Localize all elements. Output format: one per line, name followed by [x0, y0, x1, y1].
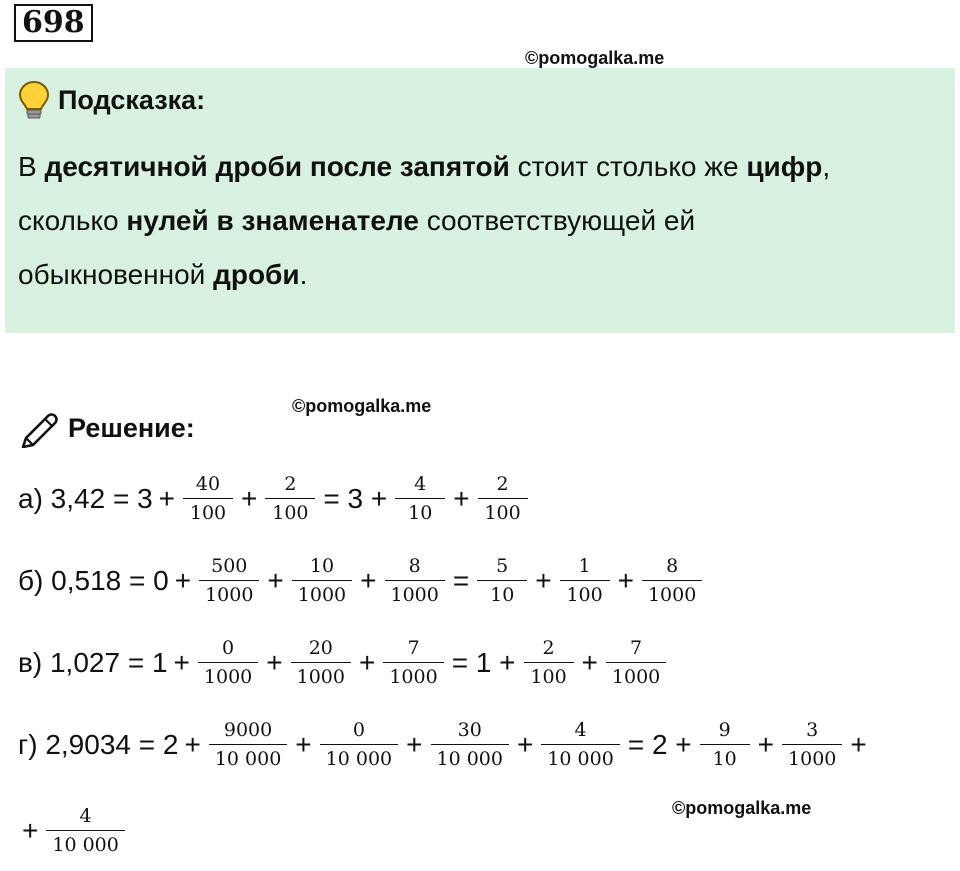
operator: = 1 + — [451, 646, 516, 678]
fraction — [541, 718, 619, 771]
hint-text-run: , — [822, 151, 831, 182]
solution-line — [18, 718, 873, 771]
fraction — [642, 554, 702, 607]
operator: + — [406, 728, 423, 760]
hint-text-run: В — [18, 151, 45, 182]
solution-line — [18, 636, 668, 689]
fraction-denominator: 1000 — [203, 666, 253, 688]
hint-heading — [18, 80, 205, 120]
operator: + — [158, 482, 176, 514]
fraction-denominator: 100 — [272, 502, 309, 524]
operator: + — [266, 646, 283, 678]
fraction-numerator: 5 — [496, 555, 509, 577]
hint-line — [18, 248, 938, 302]
fraction-denominator: 100 — [189, 502, 227, 524]
hint-text-run: обыкновенной — [18, 259, 214, 290]
fraction-denominator: 1000 — [788, 748, 837, 770]
operator: + — [173, 646, 190, 678]
hint-text-run: стоит столько же — [509, 151, 747, 182]
operator: + — [850, 728, 867, 760]
operator: + — [360, 564, 377, 596]
fraction-numerator: 0 — [222, 637, 235, 659]
operator: + — [757, 728, 775, 760]
fraction — [292, 554, 352, 607]
fraction — [291, 636, 351, 689]
fraction-denominator: 10 000 — [547, 748, 614, 770]
watermark: ©pomogalka.me — [525, 48, 665, 68]
fraction — [198, 636, 258, 689]
fraction — [183, 472, 233, 525]
fraction — [395, 472, 445, 525]
fraction-denominator: 1000 — [611, 666, 661, 688]
equation-label: в) 1,027 = 1 — [18, 646, 168, 678]
fraction-denominator: 1000 — [296, 666, 345, 688]
task-number: 698 — [14, 4, 93, 42]
solution-heading — [18, 408, 195, 448]
fraction-denominator: 10 000 — [214, 748, 282, 770]
hint-line — [18, 194, 938, 248]
fraction — [478, 472, 528, 525]
fraction-denominator: 1000 — [205, 584, 254, 606]
fraction-denominator: 10 000 — [52, 834, 119, 856]
solution-line — [18, 554, 704, 607]
operator: + — [581, 646, 598, 678]
fraction-numerator: 8 — [666, 555, 679, 577]
fraction-numerator: 7 — [407, 637, 420, 659]
fraction-denominator: 1000 — [390, 584, 439, 606]
fraction-denominator: 10 000 — [325, 748, 393, 770]
operator: + — [241, 482, 258, 514]
solution-title: Решение: — [68, 412, 195, 443]
fraction-numerator: 4 — [414, 473, 427, 495]
fraction-denominator: 100 — [530, 666, 567, 688]
operator: + — [453, 482, 470, 514]
fraction-denominator: 10 — [408, 502, 433, 524]
hint-line — [18, 140, 938, 194]
fraction-denominator: 1000 — [297, 584, 347, 606]
watermark: ©pomogalka.me — [292, 396, 432, 416]
fraction — [524, 636, 574, 689]
fraction-numerator: 2 — [496, 473, 509, 495]
fraction-numerator: 40 — [195, 473, 221, 495]
operator: + — [358, 646, 376, 678]
hint-text-run: . — [299, 259, 308, 290]
fraction — [606, 636, 666, 689]
fraction — [199, 554, 259, 607]
equation-label: а) 3,42 = 3 — [18, 482, 153, 514]
hint-title: Подсказка: — [58, 84, 206, 115]
fraction-numerator: 1 — [578, 555, 591, 577]
operator: = 2 + — [627, 728, 692, 760]
operator: + — [617, 564, 634, 596]
fraction-denominator: 10 000 — [436, 748, 503, 770]
fraction-numerator: 0 — [352, 719, 365, 741]
solution-line — [18, 472, 530, 525]
fraction-denominator: 10 — [712, 748, 737, 770]
hint-text-run: соответствующей ей — [418, 205, 696, 236]
hint-emphasis: дроби — [213, 259, 300, 290]
fraction-denominator: 1000 — [389, 666, 438, 688]
fraction — [700, 718, 750, 771]
operator: + — [535, 564, 552, 596]
watermark: ©pomogalka.me — [672, 798, 812, 818]
fraction-denominator: 1000 — [647, 584, 697, 606]
operator: = 3 + — [323, 482, 388, 514]
operator: + — [174, 564, 192, 596]
hint-emphasis: цифр — [746, 151, 823, 182]
fraction-numerator: 2 — [542, 637, 555, 659]
fraction-numerator: 30 — [457, 719, 482, 741]
fraction-numerator: 4 — [574, 719, 587, 741]
lightbulb-icon — [18, 80, 50, 120]
hint-emphasis: нулей в знаменателе — [126, 205, 419, 236]
fraction — [265, 472, 315, 525]
fraction — [209, 718, 287, 771]
fraction-numerator: 20 — [308, 637, 333, 659]
fraction-numerator: 2 — [284, 473, 297, 495]
operator: + — [184, 728, 201, 760]
fraction — [320, 718, 398, 771]
operator: + — [22, 814, 39, 846]
fraction-denominator: 10 — [490, 584, 515, 606]
fraction-numerator: 9000 — [223, 719, 273, 741]
fraction-denominator: 100 — [566, 584, 603, 606]
fraction-numerator: 3 — [806, 719, 819, 741]
fraction — [560, 554, 610, 607]
hint-text-run: сколько — [18, 205, 127, 236]
operator: + — [295, 728, 312, 760]
fraction — [782, 718, 842, 771]
operator: + — [516, 728, 534, 760]
fraction-numerator: 4 — [79, 805, 92, 827]
equation-label: г) 2,9034 = 2 — [18, 728, 179, 760]
fraction-numerator: 10 — [309, 555, 335, 577]
hint-text — [18, 140, 938, 302]
fraction — [385, 554, 445, 607]
operator: = — [452, 564, 470, 596]
fraction-numerator: 500 — [211, 555, 248, 577]
fraction-denominator: 100 — [484, 502, 521, 524]
fraction — [477, 554, 527, 607]
pencil-icon — [18, 408, 62, 448]
fraction — [431, 718, 509, 771]
equation-label: б) 0,518 = 0 — [18, 564, 169, 596]
operator: + — [267, 564, 284, 596]
solution-line — [16, 804, 127, 857]
fraction-numerator: 7 — [630, 637, 643, 659]
fraction-numerator: 9 — [718, 719, 731, 741]
fraction — [46, 804, 124, 857]
fraction-numerator: 8 — [408, 555, 421, 577]
hint-emphasis: десятичной дроби после запятой — [44, 151, 510, 182]
fraction — [383, 636, 443, 689]
